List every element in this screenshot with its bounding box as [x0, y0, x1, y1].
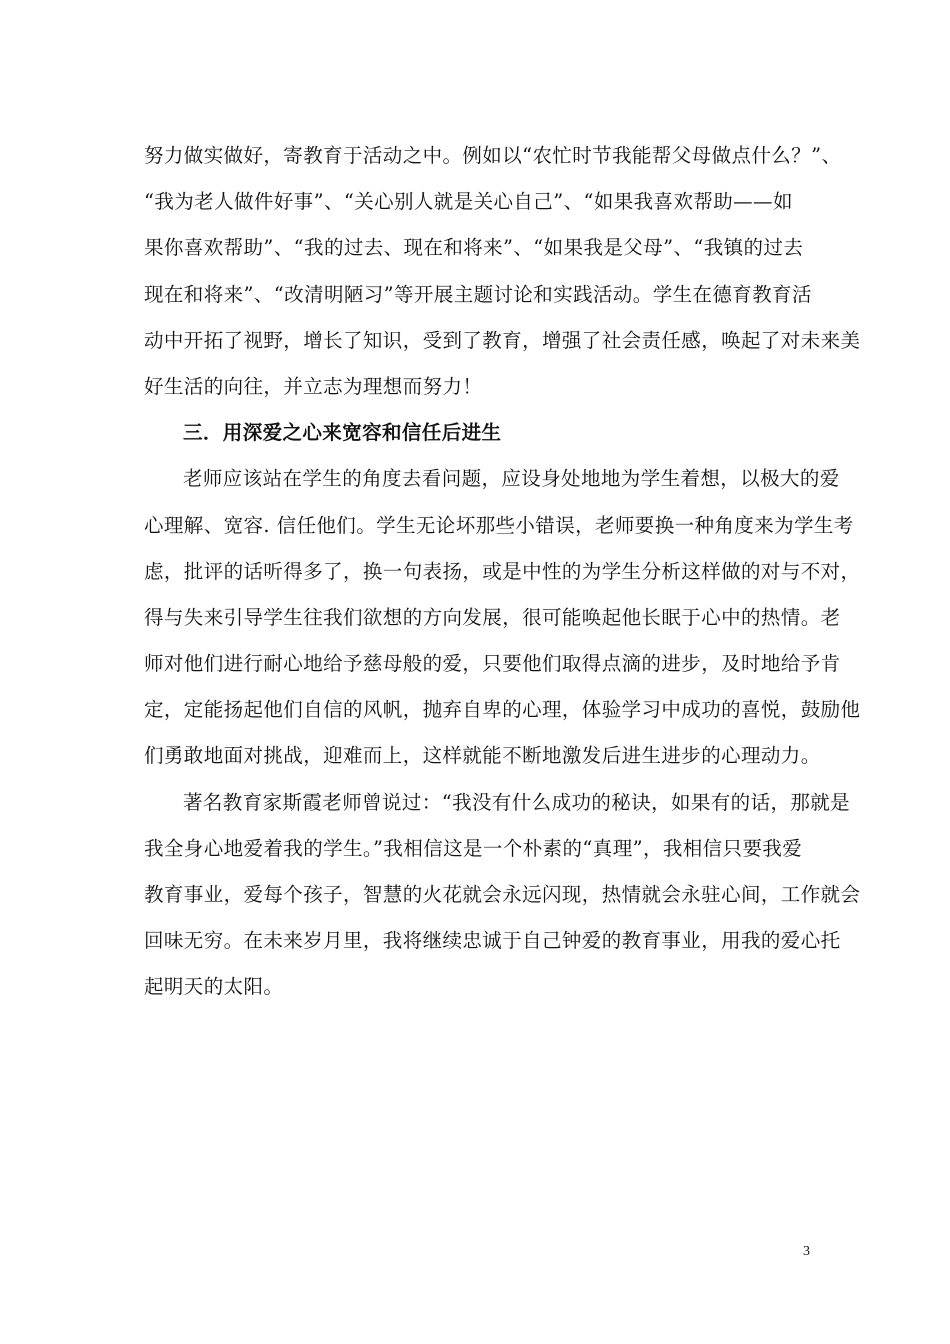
- paragraph-line: 起明天的太阳。: [144, 975, 284, 999]
- paragraph-line: 得与失来引导学生往我们欲想的方向发展，很可能唤起他长眠于心中的热情。老: [144, 605, 841, 629]
- paragraph-line: 师对他们进行耐心地给予慈母般的爱，只要他们取得点滴的进步，及时地给予肯: [144, 652, 841, 676]
- paragraph-line: 果你喜欢帮助”、“我的过去、现在和将来”、“如果我是父母”、“我镇的过去: [144, 236, 804, 260]
- paragraph-line: 定，定能扬起他们自信的风帆，抛弃自卑的心理，体验学习中成功的喜悦，鼓励他: [144, 698, 861, 722]
- paragraph-line: 努力做实做好，寄教育于活动之中。例如以“农忙时节我能帮父母做点什么？”、: [144, 144, 842, 167]
- paragraph-line: 回味无穷。在未来岁月里，我将继续忠诚于自己钟爱的教育事业，用我的爱心托: [144, 929, 841, 953]
- paragraph-line: “我为老人做件好事”、“关心别人就是关心自己”、“如果我喜欢帮助——如: [144, 190, 793, 214]
- paragraph-line: 著名教育家斯霞老师曾说过：“我没有什么成功的秘诀，如果有的话，那就是: [183, 790, 851, 814]
- paragraph-line: 心理解、宽容. 信任他们。学生无论坏那些小错误，老师要换一种角度来为学生考: [144, 513, 854, 537]
- paragraph-line: 现在和将来”、“改清明陋习”等开展主题讨论和实践活动。学生在德育教育活: [144, 282, 812, 306]
- paragraph-line: 教育事业，爱每个孩子，智慧的火花就会永远闪现，热情就会永驻心间，工作就会: [144, 883, 861, 906]
- document-body: [144, 133, 861, 1011]
- paragraph-line: 动中开拓了视野，增长了知识，受到了教育，增强了社会责任感，唤起了对未来美: [144, 328, 861, 352]
- paragraph-line: 好生活的向往，并立志为理想而努力！: [144, 374, 483, 398]
- paragraph-line: 老师应该站在学生的角度去看问题，应设身处地地为学生着想，以极大的爱: [183, 467, 840, 491]
- page-number: 3: [803, 1244, 810, 1259]
- paragraph-line: 们勇敢地面对挑战，迎难而上，这样就能不断地激发后进生进步的心理动力。: [144, 744, 821, 768]
- section-heading: 三．用深爱之心来宽容和信任后进生: [183, 421, 502, 445]
- paragraph-line: 虑，批评的话听得多了，换一句表扬，或是中性的为学生分析这样做的对与不对，: [144, 559, 861, 583]
- paragraph-line: 我全身心地爱着我的学生。”我相信这是一个朴素的“真理”，我相信只要我爱: [144, 836, 803, 860]
